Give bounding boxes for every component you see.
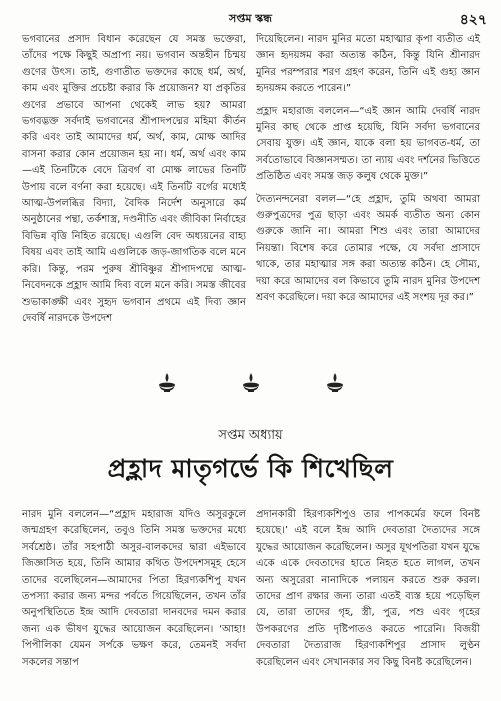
page-number: ৪২৭ [459,12,487,28]
top-right-column [256,32,480,307]
chapter-label: সপ্তম অধ্যায় [218,428,283,443]
page-header [0,4,501,26]
running-title: সপ্তম স্কন্ধ [229,12,272,25]
paragraph: ভগবানের প্রসাদ বিধান করেছেন যে সমস্ত ভক্তেরা, তাঁদের পক্ষে কিছুই অপ্রাপ্য নয়। ভগবান অন্তহীন চিন্ময় গুণের উৎস। তাই, গুণাতীত ভক্তদের কাছে ধর্ম, অর্থ, কাম এবং মুক্তির প্রচেষ্টা করার কি প্রয়োজন? যা প্রকৃতির গুণের প্রভাবে আপনা থেকেই লাভ হয়? আমরা ভগবদ্ভক্ত সর্বদাই ভগবানের শ্রীপাদপদ্মের মহিমা কীর্তন করি এবং তাই আমাদের ধর্ম, অর্থ, কাম, মোক্ষ আদির বাসনা করার কোন প্রয়োজন হয় না। ধর্ম, অর্থ এবং কাম—এই তিনটিকে বেদে ত্রিবর্গ বা মোক্ষ লাভের তিনটি উপায় বলে বর্ণনা করা হয়েছে। এই তিনটি বর্গের মধ্যেই আত্ম-উপলব্ধির বিদ্যা, বৈদিক নির্দেশ অনুসারে কর্ম অনুষ্ঠানের পন্থা, তর্কশাস্ত্র, দণ্ডনীতি এবং জীবিকা নির্বাহের বিভিন্ন বৃত্তি নিহিত রয়েছে। এগুলি বেদ অধ্যয়নের বাহ্য বিষয় এবং তাই আমি এগুলিকে জড়-জাগতিক বলে মনে করি। কিন্তু, পরম পুরুষ শ্রীবিষ্ণুর শ্রীপাদপদ্মে আত্ম-নিবেদনকে প্রহ্লাদ আমি দিব্য বলে মনে করি। সমস্ত জীবের শুভাকাঙ্ক্ষী এবং সুহৃদ ভগবান প্রথমে এই দিব্য জ্ঞান দেবর্ষি নারদকে উপদেশ [22,34,246,324]
paragraph: দৈত্যনন্দনেরা বলল—“হে প্রহ্লাদ, তুমি অথবা আমরা গুরুপুত্রদের পুত্র ছাড়া এবং অমর্ক ব্যতীত অন্য কোন গুরুকে জানি না। আমরা শিশু এবং তারা আমাদের নিয়ন্তা। বিশেষ করে তোমার পক্ষে, যে সর্বদা প্রাসাদে থাকে, তার মহাত্মার সঙ্গ করা অত্যন্ত কঠিন। হে সৌম্য, দয়া করে আমাদের বল কিভাবে তুমি নারদ মুনির উপদেশ শ্রবণ করেছিলে। দয়া করে আমাদের এই সংশয় দূর কর।” [256,193,480,304]
chapter-title: প্রহ্লাদ মাতৃগর্ভে কি শিখেছিল [107,454,394,483]
paragraph: নারদ মুনি বললেন—“প্রহ্লাদ মহারাজ যদিও অসুরকুলে জন্মগ্রহণ করেছিলেন, তবুও তিনি সমস্ত ভক্তদের মধ্যে সর্বশ্রেষ্ঠ। তাঁর সহপাঠী অসুর-বালকদের দ্বারা এইভাবে জিজ্ঞাসিত হয়ে, তিনি আমার কথিত উপদেশসমূহ হেসে তাদের বলেছিলেন—আমাদের পিতা হিরণ্যকশিপু যখন তপস্যা করার জন্য মন্দর পর্বতে গিয়েছিলেন, তখন তাঁর অনুপস্থিতিতে ইন্দ্র আদি দেবতারা দানবদের দমন করার জন্য এক ভীষণ যুদ্ধের আয়োজন করেছিলেন। ‘আহা! পিপীলিকা যেমন সর্পকে ভক্ষণ করে, তেমনই সর্বদা সকলের সন্তাপ [22,509,246,668]
paragraph: প্রহ্লাদ মহারাজ বললেন—“এই জ্ঞান আমি দেবর্ষি নারদ মুনির কাছ থেকে প্রাপ্ত হয়েছি, যিনি সর্বদা ভগবানের সেবায় যুক্ত। এই জ্ঞান, যাকে বলা হয় ভাগবত-ধর্ম, তা সর্বতোভাবে বিজ্ঞানসম্মত। তা ন্যায় এবং দর্শনের ভিত্তিতে প্রতিষ্ঠিত এবং সমস্ত জড় কলুষ থেকে মুক্ত।” [256,105,480,183]
lamp-ornament-icon [323,370,347,394]
bottom-left-column [22,507,246,671]
lamp-ornament-icon [239,370,263,394]
section-divider [0,370,501,400]
paragraph: প্রদানকারী হিরণ্যকশিপুও তার পাপকর্মের ফলে বিনষ্ট হয়েছে।’ এই বলে ইন্দ্র আদি দেবতারা দৈত্যদের সঙ্গে যুদ্ধের আয়োজন করেছিলেন। অসুর যূথপতিরা যখন যুদ্ধে একে একে দেবতাদের হাতে নিহত হতে লাগল, তখন অন্য অসুরেরা নানাদিকে পলায়ন করতে শুরু করল। তাদের প্রাণ রক্ষার জন্য তারা এতই ব্যস্ত হয়ে পড়েছিল যে, তারা তাদের গৃহ, স্ত্রী, পুত্র, পশু এবং গৃহের উপকরণের প্রতি দৃষ্টিপাতও করতে পারেনি। বিজয়ী দেবতারা দৈত্যরাজ হিরণ্যকশিপুর প্রাসাদ লুণ্ঠন করেছিলেন এবং সেখানকার সব কিছু বিনষ্ট করেছিলেন। [256,509,480,668]
bottom-right-column [256,507,480,671]
lamp-ornament-icon [155,370,179,394]
paragraph: দিয়েছিলেন। নারদ মুনির মতো মহাত্মার কৃপা ব্যতীত এই জ্ঞান হৃদয়ঙ্গম করা অত্যন্ত কঠিন, কিন্তু যিনি শ্রীনারদ মুনির পরম্পরার শরণ গ্রহণ করেন, তিনি এই গুহ্য জ্ঞান হৃদয়ঙ্গম করতে পারেন।” [256,34,480,95]
top-left-column [22,32,246,327]
